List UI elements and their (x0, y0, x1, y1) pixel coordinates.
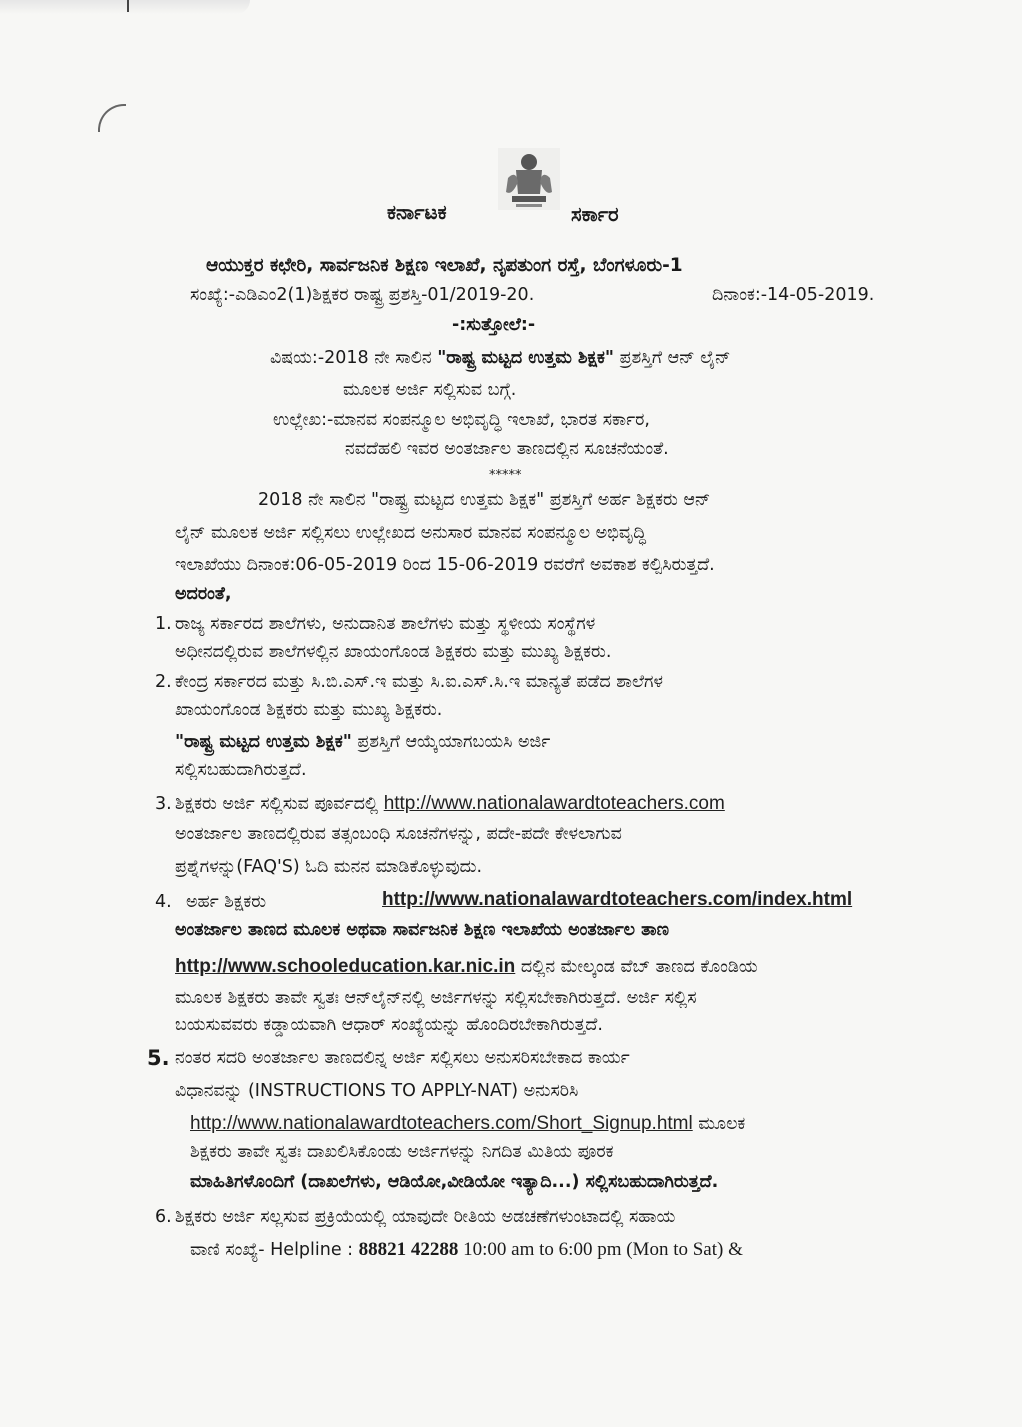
item-5-line-1: ನಂತರ ಸದರಿ ಅಂತರ್ಜಾಲ ತಾಣದಲಿನ್ನ ಅರ್ಜಿ ಸಲ್ಲಿಸಲು ಅನುಸರಿಸಬೇಕಾದ ಕಾರ್ಯ (175, 1048, 630, 1068)
office-address: ಆಯುಕ್ತರ ಕಛೇರಿ, ಸಾರ್ವಜನಿಕ ಶಿಕ್ಷಣ ಇಲಾಖೆ, ನೃಪತುಂಗ ರಸ್ತೆ, ಬೆಂಗಳೂರು-1 (206, 255, 683, 276)
item-1-line-1: ರಾಜ್ಯ ಸರ್ಕಾರದ ಶಾಲೆಗಳು, ಅನುದಾನಿತ ಶಾಲೆಗಳು ಮತ್ತು ಸ್ಥಳೀಯ ಸಂಸ್ಥೆಗಳ (175, 614, 596, 634)
circular-title: -:ಸುತ್ತೋಲೆ:- (452, 315, 536, 335)
intro-line-2: ಲೈನ್ ಮೂಲಕ ಅರ್ಜಿ ಸಲ್ಲಿಸಲು ಉಲ್ಲೇಖದ ಅನುಸಾರ ಮಾನವ ಸಂಪನ್ಮೂಲ ಅಭಿವೃದ್ಧಿ (175, 523, 647, 543)
school-education-link[interactable]: http://www.schooleducation.kar.nic.in (175, 956, 516, 977)
item-2-number: 2. (155, 672, 172, 692)
item-3-number: 3. (155, 794, 172, 814)
item-4-line-4: ಮೂಲಕ ಶಿಕ್ಷಕರು ತಾವೇ ಸ್ವತಃ ಆನ್‌ಲೈನ್‌ನಲ್ಲಿ ಅರ್ಜಿಗಳನ್ನು ಸಲ್ಲಿಸಬೇಕಾಗಿರುತ್ತದೆ. ಅರ್ಜಿ ಸಲ್ಲಿಸ (175, 988, 697, 1008)
subject-award-name: "ರಾಷ್ಟ್ರ ಮಟ್ಟದ ಉತ್ತಮ ಶಿಕ್ಷಕ" (437, 348, 615, 368)
circular-date: ದಿನಾಂಕ:-14-05-2019. (712, 285, 875, 305)
national-award-link[interactable]: http://www.nationalawardtoteachers.com (383, 793, 725, 814)
helpline-hours: 10:00 am to 6:00 pm (Mon to Sat) & (458, 1239, 743, 1260)
item-2-line-1: ಕೇಂದ್ರ ಸರ್ಕಾರದ ಮತ್ತು ಸಿ.ಬಿ.ಎಸ್.ಇ ಮತ್ತು ಸಿ.ಐ.ಎಸ್.ಸಿ.ಇ ಮಾನ್ಯತೆ ಪಡೆದ ಶಾಲೆಗಳ (175, 672, 663, 692)
item-5-line-3-text: ಮೂಲಕ (692, 1114, 746, 1134)
karnataka-emblem-icon (498, 148, 560, 210)
item-3-line-3: ಪ್ರಶ್ನೆಗಳನ್ನು(FAQ'S) ಓದಿ ಮನನ ಮಾಡಿಕೊಳ್ಳುವುದು. (175, 857, 483, 877)
item-4-line-5: ಬಯಸುವವರು ಕಡ್ಡಾಯವಾಗಿ ಆಧಾರ್ ಸಂಖ್ಯೆಯನ್ನು ಹೊಂದಿರಬೇಕಾಗಿರುತ್ತದೆ. (175, 1015, 603, 1035)
item-5-line-5: ಮಾಹಿತಿಗಳೊಂದಿಗೆ (ದಾಖಲೆಗಳು, ಆಡಿಯೋ,ವೀಡಿಯೋ ಇತ್ಯಾದಿ...) ಸಲ್ಲಿಸಬಹುದಾಗಿರುತ್ತದೆ. (190, 1172, 719, 1192)
item-1-line-2: ಅಧೀನದಲ್ಲಿರುವ ಶಾಲೆಗಳಲ್ಲಿನ ಖಾಯಂಗೊಂಡ ಶಿಕ್ಷಕರು ಮತ್ತು ಮುಖ್ಯ ಶಿಕ್ಷಕರು. (175, 642, 612, 662)
item-2-award-rest: ಪ್ರಶಸ್ತಿಗೆ ಆಯ್ಕೆಯಾಗಬಯಸಿ ಅರ್ಜಿ (351, 732, 551, 752)
item-3-line-2: ಅಂತರ್ಜಾಲ ತಾಣದಲ್ಲಿರುವ ತತ್ಸಂಬಂಧಿ ಸೂಚನೆಗಳನ್ನು, ಪದೇ-ಪದೇ ಕೇಳಲಾಗುವ (175, 824, 622, 844)
punch-mark (98, 104, 126, 132)
item-3-text: ಶಿಕ್ಷಕರು ಅರ್ಜಿ ಸಲ್ಲಿಸುವ ಪೂರ್ವದಲ್ಲಿ (175, 794, 384, 814)
intro-line-1: 2018 ನೇ ಸಾಲಿನ "ರಾಷ್ಟ್ರ ಮಟ್ಟದ ಉತ್ತಮ ಶಿಕ್ಷಕ" ಪ್ರಶಸ್ತಿಗೆ ಅರ್ಹ ಶಿಕ್ಷಕರು ಆನ್ (258, 490, 711, 510)
item-5-line-3 (190, 1112, 745, 1136)
item-3-line-1 (175, 792, 725, 816)
header-sarkara: ಸರ್ಕಾರ (571, 202, 619, 226)
item-5-line-4: ಶಿಕ್ಷಕರು ತಾವೇ ಸ್ವತಃ ದಾಖಲಿಸಿಕೊಂಡು ಅರ್ಜಿಗಳನ್ನು ನಿಗದಿತ ಮಿತಿಯ ಪೂರಕ (190, 1142, 614, 1162)
item-4-line-3 (175, 955, 758, 979)
item-2-line-2: ಖಾಯಂಗೊಂಡ ಶಿಕ್ಷಕರು ಮತ್ತು ಮುಖ್ಯ ಶಿಕ್ಷಕರು. (175, 700, 443, 720)
item-2-award-name: "ರಾಷ್ಟ್ರ ಮಟ್ಟದ ಉತ್ತಮ ಶಿಕ್ಷಕ" (175, 732, 352, 752)
subject-prefix: ವಿಷಯ:-2018 ನೇ ಸಾಲಿನ (270, 348, 438, 368)
subject-line-2: ಮೂಲಕ ಅರ್ಜಿ ಸಲ್ಲಿಸುವ ಬಗ್ಗೆ. (343, 380, 517, 400)
reference-line-2: ನವದೆಹಲಿ ಇವರ ಅಂತರ್ಜಾಲ ತಾಣದಲ್ಲಿನ ಸೂಚನೆಯಂತೆ. (345, 439, 669, 459)
accordingly-label: ಅದರಂತೆ, (175, 584, 232, 604)
item-6-number: 6. (155, 1207, 172, 1227)
item-1-number: 1. (155, 614, 172, 634)
scan-tick-mark (127, 0, 129, 12)
item-4-line-3-text: ದಲ್ಲಿನ ಮೇಲ್ಕಂಡ ವೆಬ್ ತಾಣದ ಕೊಂಡಿಯ (515, 957, 758, 977)
subject-line-1 (270, 346, 731, 370)
item-4-number: 4. (155, 892, 172, 912)
intro-line-3: ಇಲಾಖೆಯು ದಿನಾಂಕ:06-05-2019 ರಿಂದ 15-06-2019 ರವರೆಗೆ ಅವಕಾಶ ಕಲ್ಪಿಸಿರುತ್ತದೆ. (175, 555, 715, 575)
item-6-line-2 (190, 1238, 743, 1262)
scan-artifact (0, 0, 250, 14)
separator: ***** (489, 468, 522, 483)
item-4-line-1 (382, 888, 852, 912)
header-karnataka: ಕರ್ನಾಟಕ (387, 200, 447, 224)
item-5-line-2: ವಿಧಾನವನ್ನು (INSTRUCTIONS TO APPLY-NAT) ಅನುಸರಿಸಿ (175, 1081, 579, 1101)
item-2-line-3 (175, 730, 550, 754)
subject-suffix: ಪ್ರಶಸ್ತಿಗೆ ಆನ್ ಲೈನ್ (614, 348, 731, 368)
item-4-line-2: ಅಂತರ್ಜಾಲ ತಾಣದ ಮೂಲಕ ಅಥವಾ ಸಾರ್ವಜನಿಕ ಶಿಕ್ಷಣ ಇಲಾಖೆಯ ಅಂತರ್ಜಾಲ ತಾಣ (175, 920, 669, 940)
reference-number: ಸಂಖ್ಯೆ:-ಎಡಿಎಂ2(1)ಶಿಕ್ಷಕರ ರಾಷ್ಟ್ರ ಪ್ರಶಸ್ತಿ-01/2019-20. (190, 285, 535, 305)
item-2-line-4: ಸಲ್ಲಿಸಬಹುದಾಗಿರುತ್ತದೆ. (175, 760, 307, 780)
national-award-index-link[interactable]: http://www.nationalawardtoteachers.com/index.html (382, 889, 853, 910)
short-signup-link[interactable]: http://www.nationalawardtoteachers.com/Short_Signup.html (190, 1113, 693, 1134)
item-5-number: 5. (147, 1046, 170, 1070)
helpline-label: ವಾಣಿ ಸಂಖ್ಯೆ- Helpline : (190, 1240, 359, 1260)
item-4-text: ಅರ್ಹ ಶಿಕ್ಷಕರು (186, 892, 267, 912)
reference-line-1: ಉಲ್ಲೇಖ:-ಮಾನವ ಸಂಪನ್ಮೂಲ ಅಭಿವೃದ್ಧಿ ಇಲಾಖೆ, ಭಾರತ ಸರ್ಕಾರ, (273, 410, 650, 430)
helpline-number: 88821 42288 (358, 1239, 459, 1260)
item-6-line-1: ಶಿಕ್ಷಕರು ಅರ್ಜಿ ಸಲ್ಲಸುವ ಪ್ರಕ್ರಿಯೆಯಲ್ಲಿ ಯಾವುದೇ ರೀತಿಯ ಅಡಚಣೆಗಳುಂಟಾದಲ್ಲಿ ಸಹಾಯ (175, 1207, 676, 1227)
